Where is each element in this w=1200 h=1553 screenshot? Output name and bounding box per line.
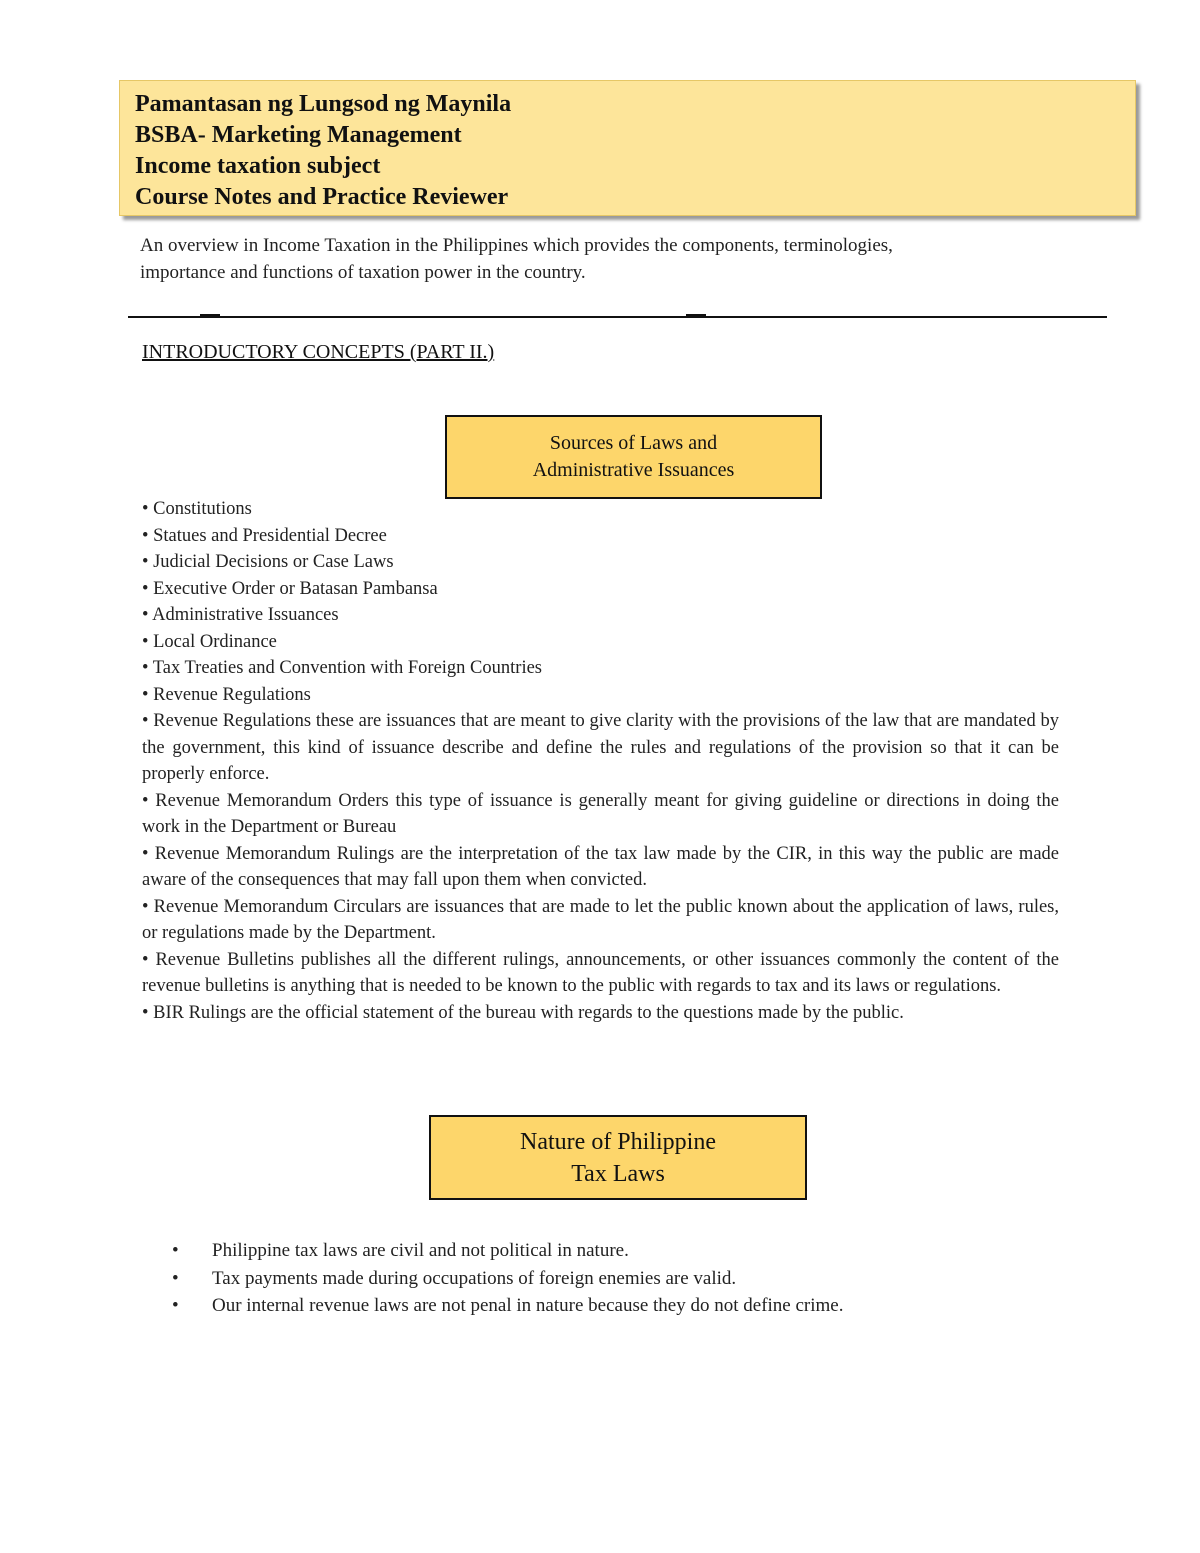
list-item — [172, 1292, 1052, 1320]
bullet-icon: • — [172, 1267, 179, 1289]
list-item: • Statues and Presidential Decree — [142, 525, 387, 546]
bullet-icon: • — [172, 1295, 179, 1316]
document-header — [119, 80, 1136, 216]
list-item-text: Tax payments made during occupations of foreign enemies are valid. — [212, 1267, 737, 1289]
list-item: • Tax Treaties and Convention with Foreign Countries — [142, 658, 542, 678]
list-item: • Administrative Issuances — [142, 605, 339, 625]
list-item: • Revenue Memorandum Rulings are the interpretation of the tax law made by the CIR, in this way the public are made aware of the consequences that may fall upon them when convicted. — [142, 843, 1059, 890]
horizontal-divider — [128, 316, 1107, 318]
list-item: • BIR Rulings are the official statement of the bureau with regards to the questions made by the public. — [142, 1002, 904, 1023]
nature-heading-box — [429, 1115, 807, 1200]
list-item: • Judicial Decisions or Case Laws — [142, 552, 394, 572]
list-item: • Constitutions — [142, 499, 252, 519]
header-program: BSBA- Marketing Management — [135, 122, 462, 148]
sources-heading-line-1: Sources of Laws and — [549, 432, 718, 454]
intro-paragraph — [140, 232, 1070, 286]
section-title: INTRODUCTORY CONCEPTS (PART II.) — [142, 341, 495, 363]
header-subject: Income taxation subject — [135, 153, 381, 179]
sources-heading-line-2: Administrative Issuances — [532, 459, 735, 481]
list-item: • Revenue Memorandum Circulars are issuances that are made to let the public known about the application of laws, rules, or regulations made by the Department. — [142, 896, 1059, 943]
list-item: • Local Ordinance — [142, 631, 277, 652]
list-item: • Revenue Regulations these are issuances that are meant to give clarity with the provisions of the law that are mandated by the government, this kind of issuance describe and define the rules and regulations of the provision so that it can be properly enforce. — [142, 711, 1059, 784]
list-item: • Executive Order or Batasan Pambansa — [142, 578, 438, 599]
list-item-text: Our internal revenue laws are not penal in nature because they do not define crime. — [212, 1295, 844, 1316]
list-item — [172, 1265, 1052, 1293]
list-item-text: Philippine tax laws are civil and not political in nature. — [212, 1240, 629, 1261]
list-item: • Revenue Regulations — [142, 684, 311, 705]
header-title: Course Notes and Practice Reviewer — [135, 184, 509, 210]
list-item: • Revenue Memorandum Orders this type of issuance is generally meant for giving guideline or directions in doing the work in the Department or Bureau — [142, 790, 1059, 837]
bullet-icon: • — [172, 1240, 179, 1261]
divider-tick-right — [686, 314, 706, 316]
nature-list — [172, 1237, 1052, 1320]
nature-heading-line-1: Nature of Philippine — [520, 1128, 716, 1155]
intro-line-2: importance and functions of taxation power in the country. — [140, 262, 586, 283]
sources-heading-box — [445, 415, 822, 499]
nature-heading-line-2: Tax Laws — [571, 1160, 665, 1187]
sources-list — [142, 496, 1059, 1026]
list-item — [172, 1237, 1052, 1265]
intro-line-1: An overview in Income Taxation in the Philippines which provides the components, terminologies, — [140, 235, 893, 256]
divider-tick-left — [200, 314, 220, 316]
list-item: • Revenue Bulletins publishes all the different rulings, announcements, or other issuances commonly the content of the revenue bulletins is anything that is needed to be known to the public with regards to tax and its laws or regulations. — [142, 949, 1059, 996]
header-university: Pamantasan ng Lungsod ng Maynila — [135, 91, 512, 117]
